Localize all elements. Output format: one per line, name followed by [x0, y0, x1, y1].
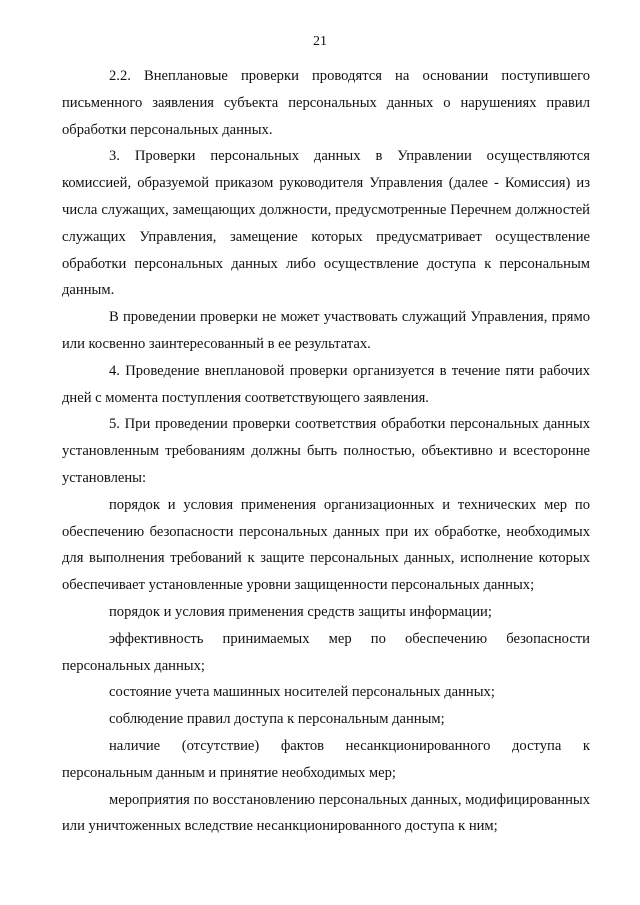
list-item-measures: порядок и условия применения организационных и технических мер по обеспечению безопасности персональных данных при их обработке, необходимых для выполнения требований к защите персональных данных, исполнение которых обеспечивает установленные уровни защищенности персональных данных; [62, 496, 590, 594]
list-item-protection-tools: порядок и условия применения средств защиты информации; [109, 603, 492, 620]
paragraph-3: 3. Проверки персональных данных в Управлении осуществляются комиссией, образуемой приказом руководителя Управления (далее - Комиссия) из числа служащих, замещающих должности, предусмотренные Перечнем должностей служащих Управления, замещение которых предусматривает осуществление обработки персональных данных либо осуществление доступа к персональным данным. [62, 148, 590, 299]
list-item-access-rules: соблюдение правил доступа к персональным данным; [109, 711, 445, 728]
list-item-restoration: мероприятия по восстановлению персональных данных, модифицированных или уничтоженных вследствие несанкционированного доступа к ним; [62, 791, 590, 835]
paragraph-conflict-of-interest: В проведении проверки не может участвовать служащий Управления, прямо или косвенно заинтересованный в ее результатах. [62, 309, 590, 352]
paragraph-4: 4. Проведение внеплановой проверки организуется в течение пяти рабочих дней с момента поступления соответствующего заявления. [62, 362, 590, 406]
list-item-unauthorized-access: наличие (отсутствие) фактов несанкционированного доступа к персональным данным и принятие необходимых мер; [62, 737, 590, 781]
paragraph-5: 5. При проведении проверки соответствия обработки персональных данных установленным требованиям должны быть полностью, объективно и всесторонне установлены: [62, 416, 590, 486]
paragraph-2-2: 2.2. Внеплановые проверки проводятся на основании поступившего письменного заявления субъекта персональных данных о нарушениях правил обработки персональных данных. [62, 68, 590, 138]
list-item-effectiveness: эффективность принимаемых мер по обеспечению безопасности персональных данных; [62, 630, 590, 674]
page-number: 21 [313, 34, 327, 49]
list-item-media-accounting: состояние учета машинных носителей персональных данных; [109, 684, 495, 701]
document-body [62, 63, 590, 840]
